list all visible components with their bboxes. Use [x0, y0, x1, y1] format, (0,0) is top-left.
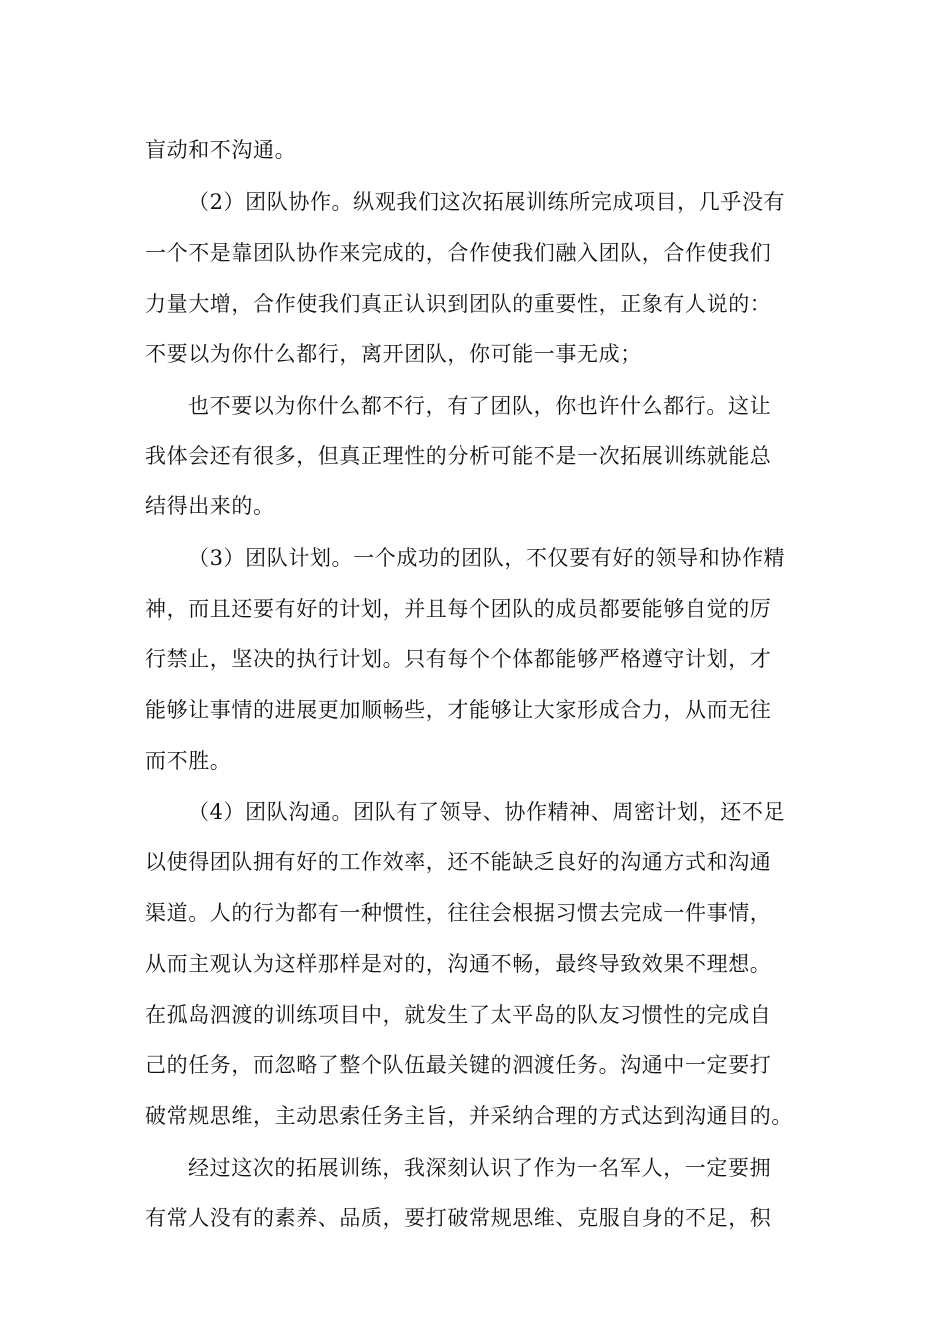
text-line: 经过这次的拓展训练，我深刻认识了作为一名军人，一定要拥: [188, 1156, 772, 1180]
text-line: 一个不是靠团队协作来完成的，合作使我们融入团队，合作使我们: [145, 241, 772, 265]
text-line: 行禁止，坚决的执行计划。只有每个个体都能够严格遵守计划，才: [145, 647, 772, 671]
text-line: 盲动和不沟通。: [145, 138, 297, 162]
text-line: 而不胜。: [145, 749, 232, 773]
text-line: 渠道。人的行为都有一种惯性，往往会根据习惯去完成一件事情，: [145, 901, 772, 925]
text-line: 结得出来的。: [145, 494, 275, 518]
text-line: 力量大增，合作使我们真正认识到团队的重要性，正象有人说的：: [145, 292, 772, 316]
text-line: 在孤岛泗渡的训练项目中，就发生了太平岛的队友习惯性的完成自: [145, 1003, 772, 1027]
text-line: 以使得团队拥有好的工作效率，还不能缺乏良好的沟通方式和沟通: [145, 850, 772, 874]
text-line: 能够让事情的进展更加顺畅些，才能够让大家形成合力，从而无往: [145, 698, 772, 722]
text-line: 破常规思维，主动思索任务主旨，并采纳合理的方式达到沟通目的。: [145, 1104, 793, 1128]
text-line: （4）团队沟通。团队有了领导、协作精神、周密计划，还不足: [188, 800, 786, 824]
text-line: 神，而且还要有好的计划，并且每个团队的成员都要能够自觉的厉: [145, 597, 772, 621]
text-line: 己的任务，而忽略了整个队伍最关键的泗渡任务。沟通中一定要打: [145, 1053, 772, 1077]
text-line: （2）团队协作。纵观我们这次拓展训练所完成项目，几乎没有: [188, 190, 786, 214]
text-line: 从而主观认为这样那样是对的，沟通不畅，最终导致效果不理想。: [145, 952, 772, 976]
text-line: 也不要以为你什么都不行，有了团队，你也许什么都行。这让: [188, 394, 772, 418]
text-line: 我体会还有很多，但真正理性的分析可能不是一次拓展训练就能总: [145, 444, 772, 468]
text-line: 不要以为你什么都行，离开团队，你可能一事无成；: [145, 342, 642, 366]
text-line: （3）团队计划。一个成功的团队，不仅要有好的领导和协作精: [188, 546, 786, 570]
text-line: 有常人没有的素养、品质，要打破常规思维、克服自身的不足，积: [145, 1206, 772, 1230]
